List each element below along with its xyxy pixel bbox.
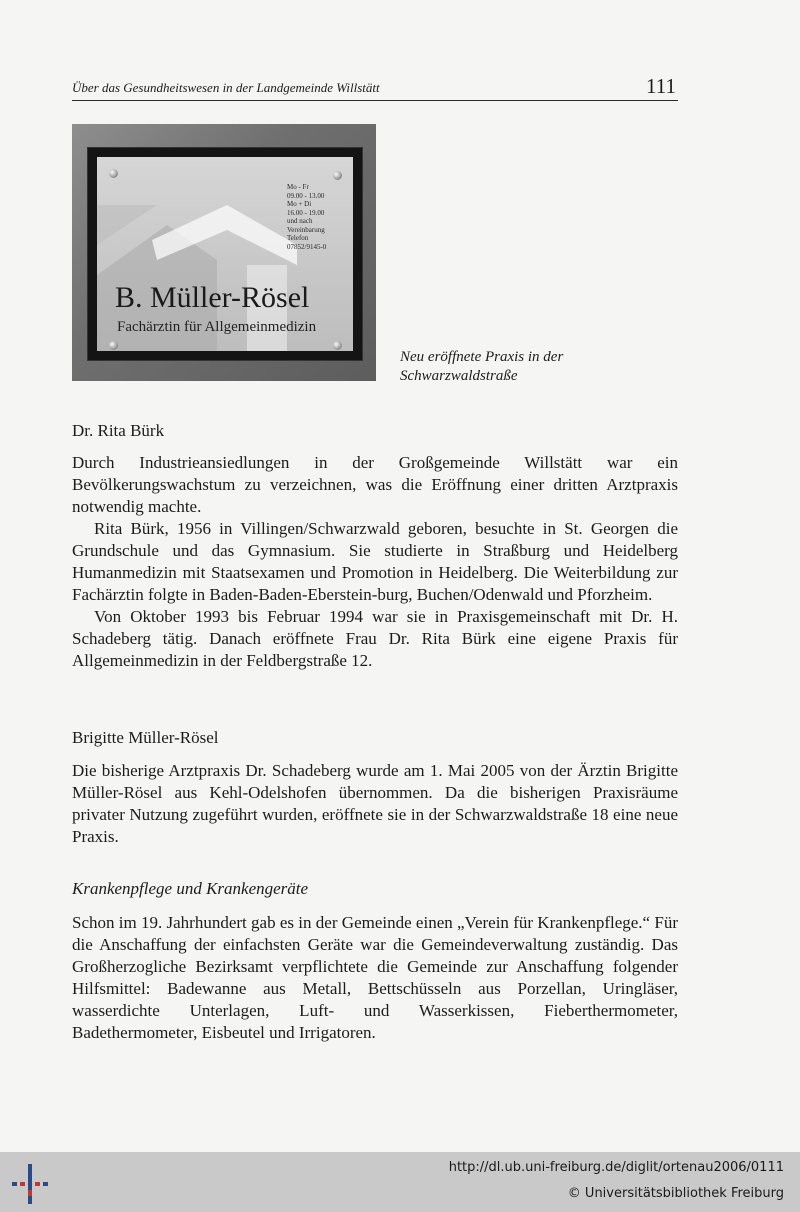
running-header: [72, 74, 678, 101]
library-logo-icon: [10, 1164, 50, 1204]
source-url-link[interactable]: http://dl.ub.uni-freiburg.de/diglit/ortenau2006/0111: [448, 1160, 784, 1175]
sign-doctor-name: B. Müller-Rösel: [115, 281, 310, 314]
sign-hours-line: und nach: [287, 217, 313, 225]
paragraph: Die bisherige Arztpraxis Dr. Schadeberg wurde am 1. Mai 2005 von der Ärztin Brigitte Müller-Rösel aus Kehl-Odelshofen übernommen. Da die bisherigen Praxisräume privater Nutzung zugeführt wurden, eröffnete sie in der Schwarzwaldstraße 18 eine neue Praxis.: [72, 761, 678, 846]
sign-hours-line: Vereinbarung: [287, 225, 325, 234]
sign-opening-hours: [287, 183, 353, 251]
library-footer-bar: [0, 1152, 800, 1212]
paragraph: Rita Bürk, 1956 in Villingen/Schwarzwald geboren, besuchte in St. Georgen die Grundschule und das Gymnasium. Sie studierte in Straßburg und Heidelberg Humanmedizin mit Staatsexamen und Promotion in Heidelberg. Die Weiterbildung zur Fachärztin folgte in Baden-Baden-Eberstein-burg, Buchen/Odenwald und Pforzheim.: [72, 519, 678, 604]
section-heading-krankenpflege: Krankenpflege und Krankengeräte: [72, 879, 309, 898]
sign-hours-line: Mo - Fr: [287, 183, 309, 191]
sign-hours-line: 09.00 - 13.00: [287, 191, 325, 200]
paragraph: Schon im 19. Jahrhundert gab es in der Gemeinde einen „Verein für Krankenpflege.“ Für die Anschaffung der einfachsten Geräte war die Gemeindeverwaltung zuständig. Das Großherzogliche Bezirksamt verpflichtete die Gemeinde zur Anschaffung folgender Hilfsmittel: Badewanne aus Metall, Bettschüsseln aus Porzellan, Uringläser, wasserdichte Unterlagen, Luft- und Wasserkissen, Fieberthermometer, Badethermometer, Eisbeutel und Irrigatoren.: [72, 913, 678, 1042]
sign-hours-line: Mo + Di: [287, 200, 312, 208]
caption-line: Schwarzwaldstraße: [400, 368, 518, 384]
sign-panel: [97, 157, 353, 351]
section-body-krankenpflege: [72, 912, 678, 1044]
mount-bolt-icon: [109, 169, 118, 178]
mount-bolt-icon: [333, 341, 342, 350]
caption-line: Neu eröffnete Praxis in der: [400, 349, 564, 365]
practice-sign-photo: [72, 124, 376, 381]
sign-hours-line: 16.00 - 19.00: [287, 208, 325, 217]
section-body-mueller-roesel: [72, 760, 678, 848]
mount-bolt-icon: [333, 171, 342, 180]
page-number: 111: [646, 74, 676, 98]
paragraph: Von Oktober 1993 bis Februar 1994 war sie in Praxisgemeinschaft mit Dr. H. Schadeberg tätig. Danach eröffnete Frau Dr. Rita Bürk eine eigene Praxis für Allgemeinmedizin in der Feldbergstraße 12.: [72, 607, 678, 670]
sign-hours-line: Telefon: [287, 234, 309, 242]
sign-hours-line: 07852/9145-0: [287, 242, 327, 251]
section-heading-mueller-roesel: Brigitte Müller-Rösel: [72, 728, 219, 747]
section-body-rita-buerk: [72, 452, 678, 672]
paragraph: Durch Industrieansiedlungen in der Großgemeinde Willstätt war ein Bevölkerungswachstum zu verzeichnen, was die Eröffnung einer dritten Arztpraxis notwendig machte.: [72, 453, 678, 516]
copyright-notice: © Universitätsbibliothek Freiburg: [567, 1186, 784, 1201]
photo-caption: [400, 348, 680, 386]
sign-frame: [88, 148, 362, 360]
mount-bolt-icon: [109, 341, 118, 350]
section-heading-rita-buerk: Dr. Rita Bürk: [72, 421, 165, 440]
sign-specialty: Fachärztin für Allgemeinmedizin: [117, 319, 317, 335]
running-head-title: Über das Gesundheitswesen in der Landgemeinde Willstätt: [72, 80, 380, 95]
